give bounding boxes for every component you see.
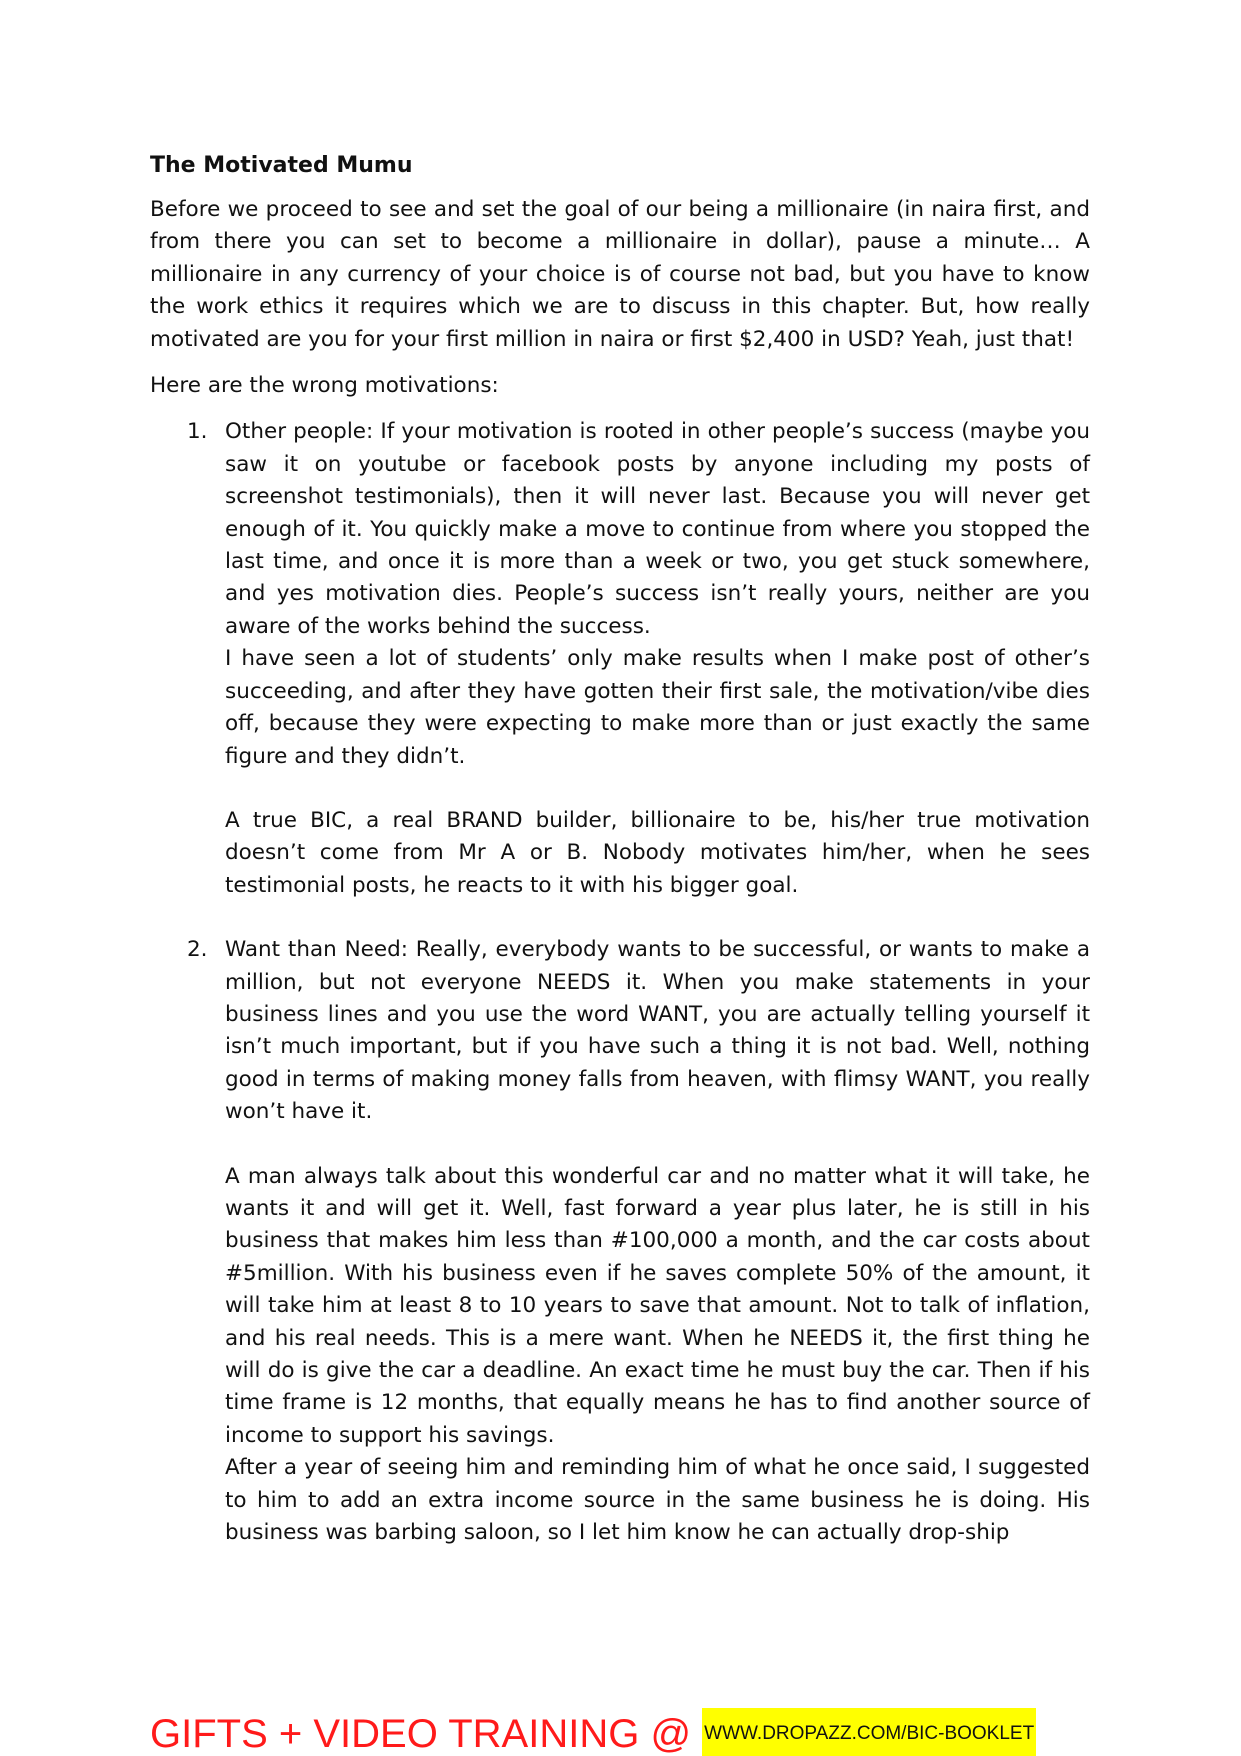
item-paragraph: After a year of seeing him and reminding him of what he once said, I suggested to him to add an extra income source in the same business he is doing. His business was barbing saloon, so I let him know he can actually drop-ship	[225, 1455, 1090, 1546]
paragraph-gap	[225, 902, 1090, 934]
paragraph-gap	[225, 773, 1090, 805]
item-paragraph: Other people: If your motivation is rooted in other people’s success (maybe you saw it on youtube or facebook posts by anyone including my posts of screenshot testimonials), then it will never last. Because you will never get enough of it. You quickly make a move to continue from where you stopped the last time, and once it is more than a week or two, you get stuck somewhere, and yes motivation dies. People’s success isn’t really yours, neither are you aware of the works behind the success.	[225, 419, 1090, 639]
item-paragraph: Want than Need: Really, everybody wants to be successful, or wants to make a million, but not everyone NEEDS it. When you make statements in your business lines and you use the word WANT, you are actually telling yourself it isn’t much important, but if you have such a thing it is not bad. Well, nothing good in terms of making money falls from heaven, with flimsy WANT, you really won’t have it.	[225, 937, 1090, 1125]
document-body	[150, 150, 1090, 1549]
promo-text: GIFTS + VIDEO TRAINING @	[150, 1712, 703, 1756]
list-number: 1.	[187, 419, 208, 445]
intro-paragraph: Before we proceed to see and set the goal of our being a millionaire (in naira first, and from there you can set to become a millionaire in dollar), pause a minute… A millionaire in any currency of your choice is of course not bad, but you have to know the work ethics it requires which we are to discuss in this chapter. But, how really motivated are you for your first million in naira or first $2,400 in USD? Yeah, just that!	[150, 197, 1090, 352]
item-paragraph: I have seen a lot of students’ only make results when I make post of other’s succeeding, and after they have gotten their first sale, the motivation/vibe dies off, because they were expecting to make more than or just exactly the same figure and they didn’t.	[225, 646, 1090, 769]
wrong-motivations-list	[150, 416, 1090, 1549]
promo-footer	[150, 1708, 1036, 1756]
section-heading: The Motivated Mumu	[150, 153, 413, 178]
list-item	[150, 416, 1090, 934]
list-number: 2.	[187, 937, 208, 963]
list-intro: Here are the wrong motivations:	[150, 373, 499, 399]
list-item	[150, 934, 1090, 1549]
booklet-link[interactable]: WWW.DROPAZZ.COM/BIC-BOOKLET	[702, 1708, 1036, 1756]
item-paragraph: A true BIC, a real BRAND builder, billionaire to be, his/her true motivation doesn’t come from Mr A or B. Nobody motivates him/her, when he sees testimonial posts, he reacts to it with his bigger goal.	[225, 807, 1090, 898]
paragraph-gap	[225, 1129, 1090, 1161]
item-paragraph: A man always talk about this wonderful car and no matter what it will take, he wants it and will get it. Well, fast forward a year plus later, he is still in his business that makes him less than #100,000 a month, and the car costs about #5million. With his business even if he saves complete 50% of the amount, it will take him at least 8 to 10 years to save that amount. Not to talk of inflation, and his real needs. This is a mere want. When he NEEDS it, the first thing he will do is give the car a deadline. An exact time he must buy the car. Then if his time frame is 12 months, that equally means he has to find another source of income to support his savings.	[225, 1163, 1090, 1448]
